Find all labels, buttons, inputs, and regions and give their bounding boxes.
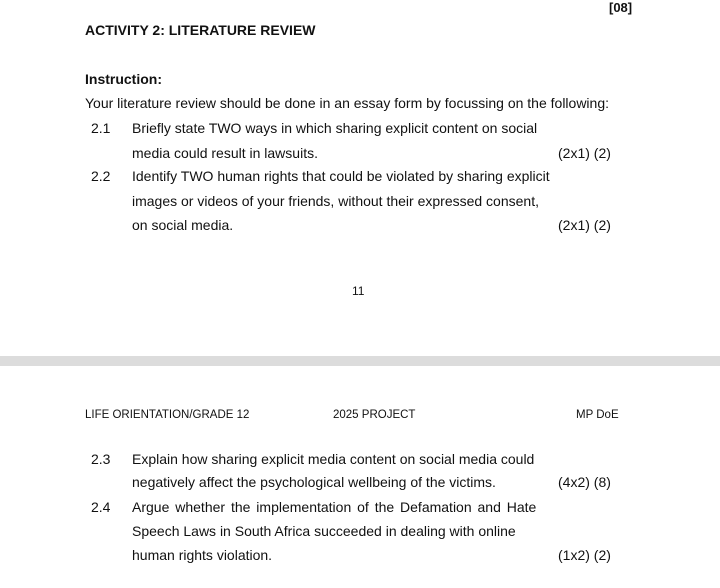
question-text-line: human rights violation. xyxy=(132,547,273,563)
page-number: 11 xyxy=(352,284,365,298)
question-text-line: Argue whether the implementation of the Defamation and Hate xyxy=(132,499,537,515)
question-number: 2.2 xyxy=(91,168,111,184)
question-text-line: on social media. xyxy=(132,217,234,233)
question-number: 2.4 xyxy=(91,499,111,515)
instruction-text: Your literature review should be done in an essay form by focussing on the following: xyxy=(85,95,610,111)
question-text-line: Briefly state TWO ways in which sharing explicit content on social xyxy=(132,120,538,136)
activity-title: ACTIVITY 2: LITERATURE REVIEW xyxy=(85,22,316,38)
question-text-line: negatively affect the psychological wellbeing of the victims. xyxy=(132,474,496,490)
question-marks: (4x2) (8) xyxy=(558,474,611,490)
question-number: 2.3 xyxy=(91,451,111,467)
page-header-department: MP DoE xyxy=(576,409,619,421)
question-text-line: Explain how sharing explicit media content on social media could xyxy=(132,451,535,467)
instruction-label: Instruction: xyxy=(85,71,162,87)
question-text-line: Speech Laws in South Africa succeeded in dealing with online xyxy=(132,523,516,539)
question-text-line: Identify TWO human rights that could be violated by sharing explicit xyxy=(132,168,550,184)
page-separator xyxy=(0,356,720,366)
document-page-2 xyxy=(0,366,720,588)
question-text-line: media could result in lawsuits. xyxy=(132,145,318,161)
question-marks: (2x1) (2) xyxy=(558,145,611,161)
page-header-subject: LIFE ORIENTATION/GRADE 12 xyxy=(85,409,250,421)
question-marks: (1x2) (2) xyxy=(558,547,611,563)
question-text-line: images or videos of your friends, without their expressed consent, xyxy=(132,193,539,209)
question-marks: (2x1) (2) xyxy=(558,217,611,233)
page-header-project: 2025 PROJECT xyxy=(333,409,416,421)
activity-total-marks: [08] xyxy=(609,0,633,15)
question-number: 2.1 xyxy=(91,120,111,136)
